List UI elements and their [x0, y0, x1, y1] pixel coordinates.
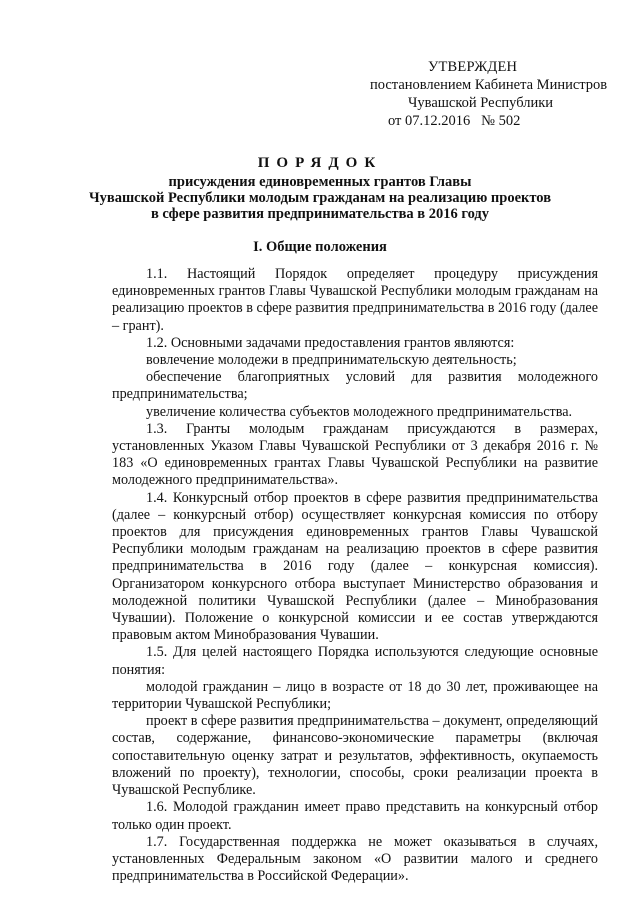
document-title: [0, 155, 640, 222]
approval-title: УТВЕРЖДЕН: [428, 59, 518, 75]
section-heading: I. Общие положения: [253, 239, 387, 255]
paragraph-1-7: 1.7. Государственная поддержка не может оказываться в случаях, установленных Федеральным законом «О развитии малого и среднего предпринимательства в Российской Федерации».: [112, 833, 598, 885]
paragraph-1-6: 1.6. Молодой гражданин имеет право представить на конкурсный отбор только один проект.: [112, 799, 598, 833]
paragraph-1-5-term-1: молодой гражданин – лицо в возрасте от 18 до 30 лет, проживающее на территории Чувашской Республики;: [112, 678, 598, 713]
document-title-main: ПОРЯДОК: [257, 155, 383, 171]
paragraph-1-2-item-2: обеспечение благоприятных условий для развития молодежного предпринимательства;: [112, 369, 598, 403]
document-title-line-3: в сфере развития предпринимательства в 2016 году: [150, 206, 490, 222]
paragraph-1-4: 1.4. Конкурсный отбор проектов в сфере развития предпринимательства (далее – конкурсный отбор) осуществляет конкурсная комиссия по отбору проектов для присуждения единовременных грантов Главы Чувашской Республики молодым гражданам на реализацию проектов в сфере развития предпринимательства в 2016 году (далее – конкурсная комиссия). Организатором конкурсного отбора выступает Министерство образования и молодежной политики Чувашской Республики (далее – Минобразования Чувашии). Положение о конкурсной комиссии и ее состав утверждаются правовым актом Минобразования Чувашии.: [112, 489, 598, 644]
document-title-line-2: Чувашской Республики молодым гражданам на реализацию проектов: [88, 190, 552, 206]
paragraph-1-2-item-1: вовлечение молодежи в предпринимательскую деятельность;: [146, 352, 517, 369]
approval-date-number: от 07.12.2016 № 502: [388, 113, 521, 129]
paragraph-1-2-item-3: увеличение количества субъектов молодежного предпринимательства.: [146, 403, 573, 420]
paragraph-1-3: 1.3. Гранты молодым гражданам присуждаются в размерах, установленных Указом Главы Чувашской Республики от 3 декабря 2016 г. № 183 «О единовременных грантах Главы Чувашской Республики на развитие молодежного предпринимательства».: [112, 420, 598, 489]
paragraph-1-5: 1.5. Для целей настоящего Порядка используются следующие основные понятия:: [112, 644, 598, 678]
paragraph-1-5-term-2: проект в сфере развития предпринимательства – документ, определяющий состав, содержание, финансово-экономические параметры (включая сопоставительную оценку затрат и результатов, эффективность, окупаемость вложений по проекту), технологии, способы, сроки реализации проекта в Чувашской Республике.: [112, 713, 598, 799]
paragraph-1-2: 1.2. Основными задачами предоставления грантов являются:: [146, 334, 515, 351]
approval-issuer: постановлением Кабинета Министров: [370, 77, 608, 93]
document-title-line-1: присуждения единовременных грантов Главы: [168, 174, 472, 190]
paragraph-1-1: 1.1. Настоящий Порядок определяет процедуру присуждения единовременных грантов Главы Чувашской Республики молодым гражданам на реализацию проектов в сфере развития предпринимательства в 2016 году (далее – грант).: [112, 266, 598, 334]
approval-stamp: [370, 58, 620, 130]
approval-republic: Чувашской Республики: [408, 95, 554, 111]
document-body: [112, 266, 598, 885]
